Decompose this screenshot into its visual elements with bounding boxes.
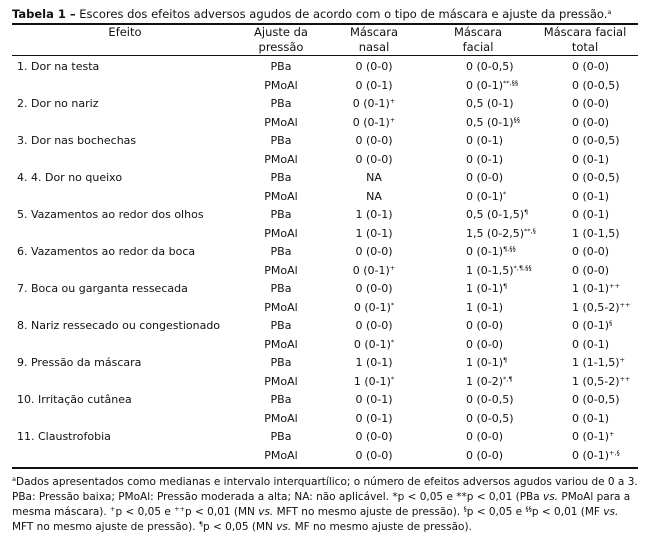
facial-mask-cell	[424, 354, 532, 373]
pressure-cell-value: PMoAl	[264, 226, 298, 240]
table-row	[12, 280, 638, 299]
pressure-cell	[238, 317, 324, 336]
total-face-mask-cell-value: 0 (0-0)	[572, 60, 610, 73]
nasal-mask-cell	[324, 280, 424, 299]
effect-cell-value: 7. Boca ou garganta ressecada	[17, 282, 188, 295]
effect-cell	[12, 299, 238, 318]
table-row	[12, 373, 638, 392]
total-face-mask-cell-value: 0 (0-0,5)	[572, 78, 620, 92]
table-row	[12, 447, 638, 469]
pressure-cell-value: PBa	[270, 356, 292, 369]
footnote-vs-1: vs.	[543, 491, 559, 503]
total-face-mask-cell-value: 0 (0-1)	[572, 208, 610, 221]
pressure-cell	[238, 132, 324, 151]
footnote-vs-3: vs.	[603, 506, 619, 518]
significance-mark: §	[609, 319, 613, 327]
facial-mask-cell-value: 1 (0-1)	[466, 356, 504, 369]
total-face-mask-cell	[532, 262, 638, 281]
col-header-facial-mask-line2: facial	[424, 40, 532, 56]
footnote-sym-1: +	[110, 505, 116, 513]
col-header-pressure: Ajuste da	[238, 24, 324, 40]
nasal-mask-cell-value: NA	[366, 171, 382, 184]
nasal-mask-cell	[324, 317, 424, 336]
nasal-mask-cell	[324, 262, 424, 281]
footnote-text-4: p < 0,01 (MN	[185, 506, 259, 518]
table-row	[12, 188, 638, 207]
effect-cell-value: 8. Nariz ressecado ou congestionado	[17, 319, 221, 332]
pressure-cell	[238, 280, 324, 299]
significance-mark: +	[389, 115, 396, 124]
significance-mark: ¶,§§	[503, 245, 516, 253]
facial-mask-cell	[424, 280, 532, 299]
table-row	[12, 132, 638, 151]
facial-mask-cell-value: 1 (0-1)	[466, 300, 504, 314]
effect-cell-value: 9. Pressão da máscara	[17, 356, 142, 369]
footnote-sym-4: §§	[525, 505, 532, 513]
facial-mask-cell	[424, 95, 532, 114]
total-face-mask-cell-value: 0 (0-0,5)	[572, 171, 620, 184]
total-face-mask-cell	[532, 56, 638, 77]
effect-cell	[12, 317, 238, 336]
total-face-mask-cell-value: 0 (0-0,5)	[572, 393, 620, 406]
pressure-cell	[238, 373, 324, 392]
nasal-mask-cell-value: 1 (0-1)	[355, 356, 393, 369]
pressure-cell	[238, 151, 324, 170]
pressure-cell-value: PMoAl	[264, 152, 298, 166]
nasal-mask-cell	[324, 188, 424, 207]
table-header	[12, 24, 638, 56]
effect-cell	[12, 354, 238, 373]
nasal-mask-cell-value: 0 (0-0)	[355, 319, 393, 332]
pressure-cell	[238, 206, 324, 225]
significance-mark: §§	[513, 115, 521, 124]
effect-cell-value: 3. Dor nas bochechas	[17, 134, 137, 147]
facial-mask-cell	[424, 114, 532, 133]
total-face-mask-cell	[532, 132, 638, 151]
nasal-mask-cell	[324, 410, 424, 429]
facial-mask-cell-value: 1 (0-1,5)	[466, 263, 514, 277]
pressure-cell-value: PMoAl	[264, 300, 298, 314]
facial-mask-cell-value: 0 (0-0,5)	[466, 60, 514, 73]
col-header-nasal-mask: Máscara	[324, 24, 424, 40]
effect-cell	[12, 391, 238, 410]
total-face-mask-cell-value: 0 (0-0)	[572, 97, 610, 110]
nasal-mask-cell-value: 1 (0-1)	[355, 226, 393, 240]
facial-mask-cell	[424, 169, 532, 188]
total-face-mask-cell-value: 1 (0,5-2)	[572, 374, 620, 388]
effect-cell	[12, 243, 238, 262]
table-row	[12, 299, 638, 318]
total-face-mask-cell-value: 0 (0-0)	[572, 115, 610, 129]
pressure-cell-value: PMoAl	[264, 115, 298, 129]
table-row	[12, 354, 638, 373]
significance-mark: *,¶	[503, 374, 513, 383]
footnote-text-3: p < 0,05 e	[115, 506, 175, 518]
pressure-cell-value: PBa	[270, 245, 292, 258]
effect-cell	[12, 206, 238, 225]
table-row	[12, 391, 638, 410]
pressure-cell	[238, 447, 324, 469]
nasal-mask-cell	[324, 206, 424, 225]
pressure-cell	[238, 428, 324, 447]
table-row	[12, 206, 638, 225]
table-row	[12, 56, 638, 77]
total-face-mask-cell-value: 0 (0-1)	[572, 319, 610, 332]
total-face-mask-cell	[532, 428, 638, 447]
nasal-mask-cell-value: 0 (0-0)	[355, 430, 393, 443]
nasal-mask-cell	[324, 299, 424, 318]
col-header-effect: Efeito	[12, 24, 238, 40]
nasal-mask-cell-value: 0 (0-0)	[355, 245, 393, 258]
pressure-cell	[238, 188, 324, 207]
footnote-sym-3: §	[463, 505, 467, 513]
nasal-mask-cell	[324, 336, 424, 355]
significance-mark: ¶	[503, 356, 508, 364]
total-face-mask-cell-value: 1 (0,5-2)	[572, 300, 620, 314]
significance-mark: ¶	[524, 208, 529, 216]
adverse-effects-table	[12, 23, 638, 469]
footnote-text-9: p < 0,05 (MN	[203, 521, 277, 533]
table-row	[12, 317, 638, 336]
caption-footnote-mark: a	[607, 8, 612, 16]
total-face-mask-cell	[532, 317, 638, 336]
nasal-mask-cell	[324, 95, 424, 114]
facial-mask-cell-value: 0 (0-1)	[466, 78, 504, 92]
pressure-cell	[238, 225, 324, 244]
nasal-mask-cell	[324, 169, 424, 188]
pressure-cell	[238, 77, 324, 96]
significance-mark: +	[609, 430, 615, 438]
facial-mask-cell-value: 1,5 (0-2,5)	[466, 226, 525, 240]
effect-cell-value: 10. Irritação cutânea	[17, 393, 132, 406]
nasal-mask-cell-value: 0 (0-1)	[355, 393, 393, 406]
effect-cell	[12, 188, 238, 207]
total-face-mask-cell-value: 0 (0-0)	[572, 263, 610, 277]
pressure-cell	[238, 262, 324, 281]
footnote-sym-2: ++	[174, 505, 186, 513]
significance-mark: ¶	[503, 282, 508, 290]
footnote-text-2: PMoAl para a mesma máscara).	[12, 491, 631, 518]
facial-mask-cell	[424, 77, 532, 96]
total-face-mask-cell-value: 0 (0-1)	[572, 189, 610, 203]
table-label: Tabela 1 –	[12, 7, 76, 21]
total-face-mask-cell	[532, 169, 638, 188]
total-face-mask-cell	[532, 151, 638, 170]
pressure-cell-value: PBa	[270, 208, 292, 221]
effect-cell	[12, 169, 238, 188]
nasal-mask-cell-value: 0 (0-1)	[355, 78, 393, 92]
nasal-mask-cell-value: 0 (0-0)	[355, 152, 393, 166]
facial-mask-cell-value: 1 (0-1)	[466, 282, 504, 295]
nasal-mask-cell-value: 0 (0-1)	[352, 97, 390, 110]
total-face-mask-cell	[532, 225, 638, 244]
significance-mark: *	[390, 337, 395, 346]
effect-cell-value: 5. Vazamentos ao redor dos olhos	[17, 208, 204, 221]
total-face-mask-cell-value: 1 (1-1,5)	[572, 356, 620, 369]
nasal-mask-cell	[324, 225, 424, 244]
total-face-mask-cell-value: 0 (0-1)	[572, 337, 610, 351]
nasal-mask-cell-value: 0 (0-1)	[355, 411, 393, 425]
facial-mask-cell	[424, 262, 532, 281]
facial-mask-cell	[424, 299, 532, 318]
effect-cell	[12, 336, 238, 355]
effect-cell-value: 2. Dor no nariz	[17, 97, 99, 110]
nasal-mask-cell	[324, 77, 424, 96]
effect-cell-value: 6. Vazamentos ao redor da boca	[17, 245, 196, 258]
table-row	[12, 95, 638, 114]
pressure-cell-value: PBa	[270, 171, 292, 184]
pressure-cell-value: PBa	[270, 60, 292, 73]
nasal-mask-cell-value: 0 (0-0)	[355, 60, 393, 73]
facial-mask-cell	[424, 225, 536, 244]
total-face-mask-cell	[532, 243, 638, 262]
total-face-mask-cell	[532, 391, 638, 410]
footnote-vs-4: vs.	[276, 521, 292, 533]
effect-cell-value: 4. 4. Dor no queixo	[17, 171, 123, 184]
effect-cell-value: 1. Dor na testa	[17, 60, 100, 73]
nasal-mask-cell-value: 0 (0-0)	[355, 134, 393, 147]
table-caption	[12, 6, 636, 22]
facial-mask-cell	[424, 151, 532, 170]
col-header-facial-mask: Máscara	[424, 24, 532, 40]
nasal-mask-cell-value: 0 (0-0)	[355, 282, 393, 295]
facial-mask-cell	[424, 373, 532, 392]
footnote-text-7: p < 0,01 (MF	[531, 506, 604, 518]
nasal-mask-cell	[324, 243, 424, 262]
facial-mask-cell	[424, 206, 532, 225]
nasal-mask-cell-value: 0 (0-1)	[352, 263, 390, 277]
table-row	[12, 151, 638, 170]
nasal-mask-cell-value: 0 (0-1)	[352, 115, 390, 129]
footnote-sym-5: ¶	[198, 520, 204, 528]
col-header-nasal-mask-line2: nasal	[324, 40, 424, 56]
effect-cell	[12, 151, 238, 170]
nasal-mask-cell	[324, 151, 424, 170]
facial-mask-cell	[424, 410, 532, 429]
col-header-total-face-mask-line2: total	[532, 40, 638, 56]
effect-cell	[12, 447, 238, 469]
facial-mask-cell	[424, 447, 532, 469]
total-face-mask-cell-value: 0 (0-0,5)	[572, 134, 620, 147]
facial-mask-cell	[424, 391, 532, 410]
nasal-mask-cell	[324, 354, 424, 373]
pressure-cell-value: PMoAl	[264, 263, 298, 277]
pressure-cell	[238, 243, 324, 262]
table-row	[12, 410, 638, 429]
facial-mask-cell-value: 0 (0-0,5)	[466, 393, 514, 406]
total-face-mask-cell	[532, 188, 638, 207]
pressure-cell-value: PBa	[270, 393, 292, 406]
footnote-text-1: Dados apresentados como medianas e intervalo interquartílico; o número de efeitos adversos agudos variou de 0 a 3. PBa: Pressão baixa; PMoAl: Pressão moderada a alta; NA: não aplicável. *p < 0,05 e **p < 0,01 (PBa	[12, 476, 638, 503]
facial-mask-cell-value: 0,5 (0-1)	[466, 97, 514, 110]
facial-mask-cell	[424, 336, 532, 355]
table-row	[12, 243, 638, 262]
nasal-mask-cell-value: 1 (0-1)	[353, 374, 391, 388]
facial-mask-cell	[424, 243, 532, 262]
footnote-text-5: MFT no mesmo ajuste de pressão).	[273, 506, 464, 518]
facial-mask-cell-value: 0 (0-0)	[466, 448, 504, 462]
facial-mask-cell-value: 0 (0-0)	[466, 319, 504, 332]
facial-mask-cell-value: 0 (0-1)	[466, 134, 504, 147]
pressure-cell	[238, 95, 324, 114]
pressure-cell-value: PMoAl	[264, 411, 298, 425]
total-face-mask-cell-value: 0 (0-1)	[572, 411, 610, 425]
table-row	[12, 336, 638, 355]
facial-mask-cell	[424, 317, 532, 336]
pressure-cell-value: PMoAl	[264, 78, 298, 92]
total-face-mask-cell	[532, 95, 638, 114]
facial-mask-cell	[424, 56, 532, 77]
nasal-mask-cell	[324, 391, 424, 410]
nasal-mask-cell-value: 0 (0-0)	[355, 448, 393, 462]
significance-mark: ++	[609, 282, 620, 290]
table-row	[12, 225, 638, 244]
effect-cell	[12, 132, 238, 151]
table-body	[12, 56, 638, 469]
facial-mask-cell-value: 0 (0-1)	[466, 189, 504, 203]
total-face-mask-cell	[532, 447, 638, 469]
nasal-mask-cell	[324, 132, 424, 151]
pressure-cell-value: PMoAl	[264, 337, 298, 351]
significance-mark: +	[389, 263, 396, 272]
effect-cell	[12, 373, 238, 392]
col-header-pressure-line2: pressão	[238, 40, 324, 56]
significance-mark: *	[503, 189, 507, 198]
pressure-cell-value: PBa	[270, 319, 292, 332]
total-face-mask-cell	[532, 77, 638, 96]
table-row	[12, 428, 638, 447]
significance-mark: ++	[619, 374, 631, 383]
pressure-cell-value: PBa	[270, 430, 292, 443]
total-face-mask-cell	[532, 206, 638, 225]
col-header-effect-line2	[12, 40, 238, 56]
significance-mark: +	[619, 356, 625, 364]
total-face-mask-cell	[532, 373, 638, 392]
effect-cell	[12, 56, 238, 77]
facial-mask-cell-value: 0,5 (0-1,5)	[466, 208, 525, 221]
pressure-cell	[238, 336, 324, 355]
significance-mark: **,§	[524, 226, 536, 235]
pressure-cell-value: PBa	[270, 134, 292, 147]
footnote-text-10: MF no mesmo ajuste de pressão).	[291, 521, 472, 533]
nasal-mask-cell-value: NA	[366, 189, 382, 203]
effect-cell	[12, 428, 238, 447]
pressure-cell	[238, 169, 324, 188]
effect-cell	[12, 114, 238, 133]
total-face-mask-cell-value: 0 (0-1)	[572, 152, 610, 166]
total-face-mask-cell-value: 0 (0-1)	[572, 430, 610, 443]
significance-mark: +	[389, 97, 396, 105]
facial-mask-cell-value: 0,5 (0-1)	[466, 115, 514, 129]
nasal-mask-cell	[324, 114, 424, 133]
effect-cell	[12, 410, 238, 429]
facial-mask-cell	[424, 132, 532, 151]
nasal-mask-cell-value: 0 (0-1)	[353, 300, 391, 314]
total-face-mask-cell	[532, 336, 638, 355]
total-face-mask-cell	[532, 280, 638, 299]
significance-mark: *	[390, 300, 395, 309]
significance-mark: +,§	[609, 448, 620, 457]
caption-text: Escores dos efeitos adversos agudos de acordo com o tipo de máscara e ajuste da pressão.	[75, 7, 608, 21]
pressure-cell	[238, 354, 324, 373]
significance-mark: *	[390, 374, 395, 383]
pressure-cell-value: PMoAl	[264, 189, 298, 203]
effect-cell	[12, 95, 238, 114]
total-face-mask-cell-value: 0 (0-1)	[572, 448, 610, 462]
facial-mask-cell-value: 0 (0-1)	[466, 245, 504, 258]
table-row	[12, 169, 638, 188]
significance-mark: **,§§	[503, 78, 519, 87]
pressure-cell	[238, 299, 324, 318]
facial-mask-cell-value: 0 (0-0)	[466, 430, 504, 443]
table-footnote	[12, 475, 638, 535]
pressure-cell-value: PBa	[270, 97, 292, 110]
pressure-cell	[238, 114, 324, 133]
facial-mask-cell-value: 0 (0-0)	[466, 337, 504, 351]
facial-mask-cell-value: 0 (0-1)	[466, 152, 504, 166]
total-face-mask-cell	[532, 114, 638, 133]
total-face-mask-cell	[532, 410, 638, 429]
pressure-cell	[238, 56, 324, 77]
total-face-mask-cell-value: 0 (0-0)	[572, 245, 610, 258]
facial-mask-cell-value: 0 (0-0)	[466, 171, 504, 184]
table-row	[12, 77, 638, 96]
pressure-cell	[238, 391, 324, 410]
pressure-cell	[238, 410, 324, 429]
footnote-text-6: p < 0,05 e	[466, 506, 526, 518]
total-face-mask-cell	[532, 354, 638, 373]
significance-mark: ++	[619, 300, 631, 309]
nasal-mask-cell	[324, 56, 424, 77]
total-face-mask-cell-value: 1 (0-1)	[572, 282, 610, 295]
effect-cell	[12, 225, 238, 244]
col-header-total-face-mask: Máscara facial	[532, 24, 638, 40]
significance-mark: *,¶,§§	[513, 263, 532, 272]
nasal-mask-cell-value: 0 (0-1)	[353, 337, 391, 351]
facial-mask-cell-value: 0 (0-0,5)	[466, 411, 514, 425]
facial-mask-cell	[424, 188, 532, 207]
table-row	[12, 114, 638, 133]
pressure-cell-value: PBa	[270, 282, 292, 295]
nasal-mask-cell	[324, 373, 424, 392]
effect-cell	[12, 262, 238, 281]
total-face-mask-cell-value: 1 (0-1,5)	[572, 226, 620, 240]
facial-mask-cell	[424, 428, 532, 447]
footnote-vs-2: vs.	[258, 506, 274, 518]
effect-cell	[12, 77, 238, 96]
pressure-cell-value: PMoAl	[264, 448, 298, 462]
nasal-mask-cell	[324, 428, 424, 447]
total-face-mask-cell	[532, 299, 638, 318]
pressure-cell-value: PMoAl	[264, 374, 298, 388]
footnote-mark: a	[12, 475, 16, 483]
effect-cell-value: 11. Claustrofobia	[17, 430, 111, 443]
effect-cell	[12, 280, 238, 299]
nasal-mask-cell-value: 1 (0-1)	[355, 208, 393, 221]
facial-mask-cell-value: 1 (0-2)	[466, 374, 504, 388]
table-row	[12, 262, 638, 281]
footnote-text-8: MFT no mesmo ajuste de pressão).	[12, 521, 199, 533]
nasal-mask-cell	[324, 447, 424, 469]
